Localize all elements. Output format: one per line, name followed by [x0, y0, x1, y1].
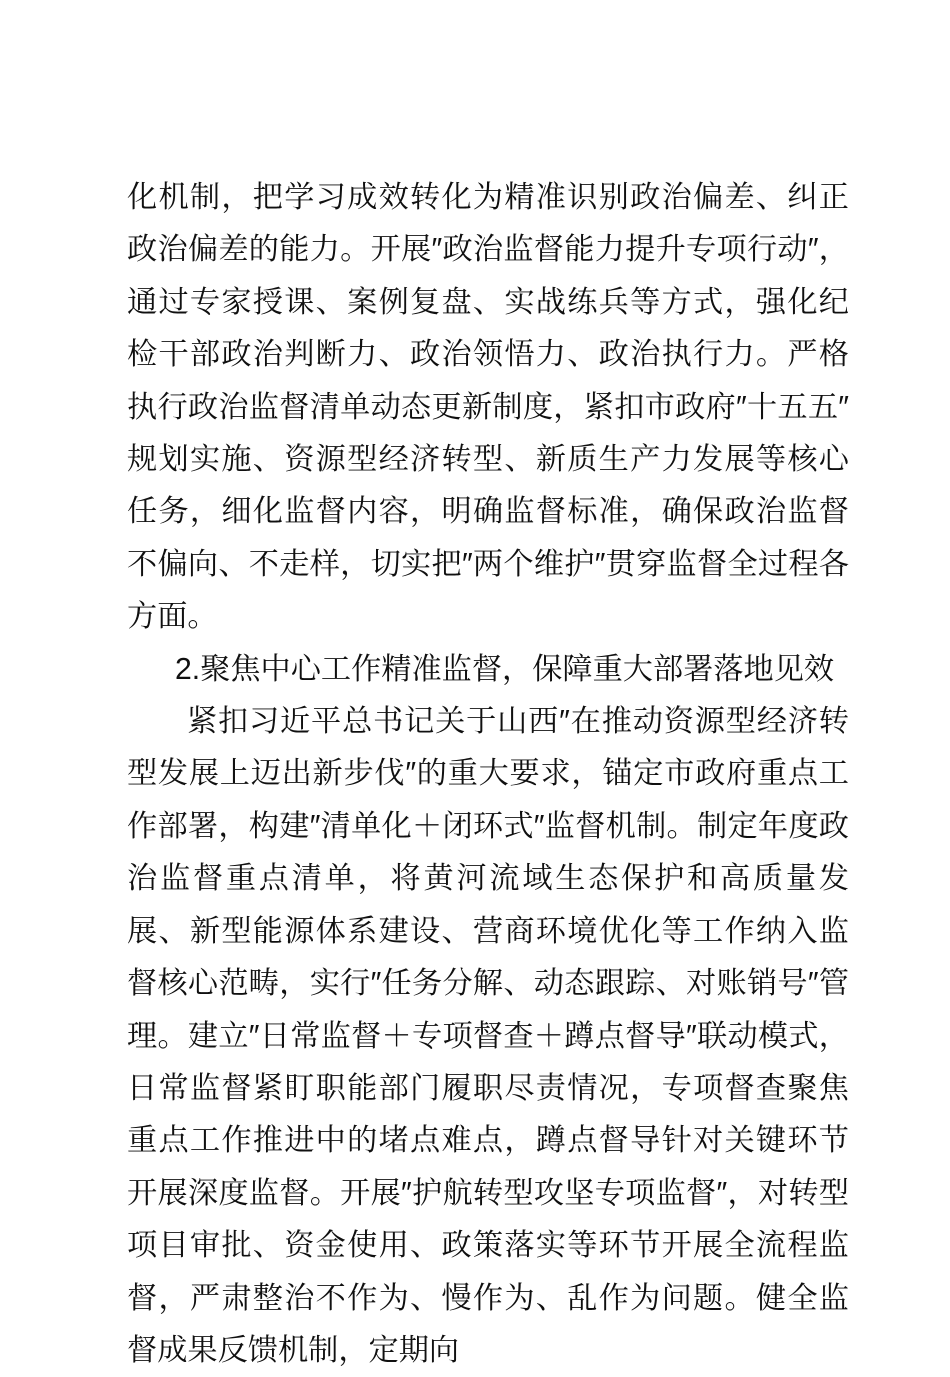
- paragraph-central-work-supervision: 紧扣习近平总书记关于山西″在推动资源型经济转型发展上迈出新步伐″的重大要求，锚定市政府重点工作部署，构建″清单化＋闭环式″监督机制。制定年度政治监督重点清单，将黄河流域生态保护和高质量发展、新型能源体系建设、营商环境优化等工作纳入监督核心范畴，实行″任务分解、动态跟踪、对账销号″管理。建立″日常监督＋专项督查＋蹲点督导″联动模式，日常监督紧盯职能部门履职尽责情况，专项督查聚焦重点工作推进中的堵点难点，蹲点督导针对关键环节开展深度监督。开展″护航转型攻坚专项监督″，对转型项目审批、资金使用、政策落实等环节开展全流程监督，严肃整治不作为、慢作为、乱作为问题。健全监督成果反馈机制，定期向: [127, 705, 849, 1367]
- paragraph-continued-political-supervision: 化机制，把学习成效转化为精准识别政治偏差、纠正政治偏差的能力。开展″政治监督能力提升专项行动″，通过专家授课、案例复盘、实战练兵等方式，强化纪检干部政治判断力、政治领悟力、政治执行力。严格执行政治监督清单动态更新制度，紧扣市政府″十五五″规划实施、资源型经济转型、新质生产力发展等核心任务，细化监督内容，明确监督标准，确保政治监督不偏向、不走样，切实把″两个维护″贯穿监督全过程各方面。: [127, 181, 849, 634]
- page-text-body: [127, 172, 849, 1377]
- heading-section-2: 2.聚焦中心工作精准监督，保障重大部署落地见效: [175, 652, 835, 686]
